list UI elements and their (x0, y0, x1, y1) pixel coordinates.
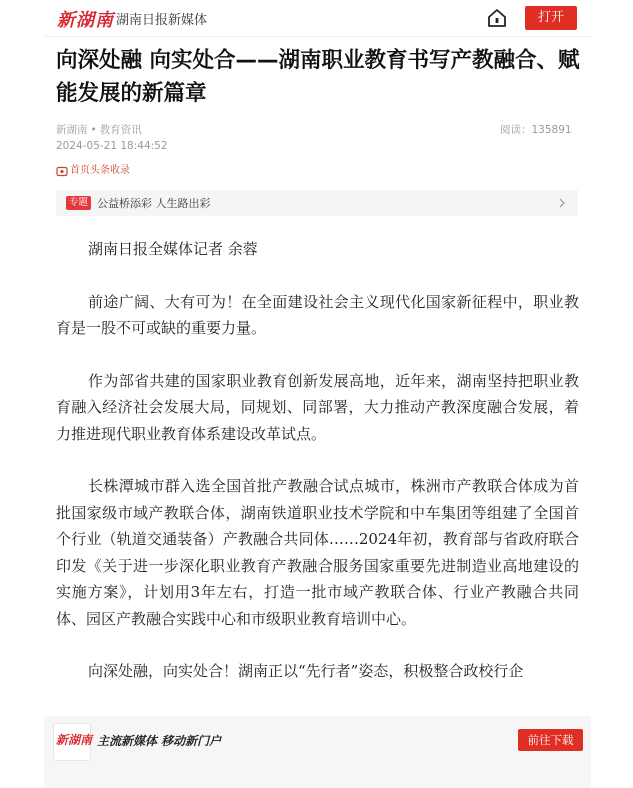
download-banner (44, 716, 591, 788)
download-button[interactable]: 前往下载 (518, 729, 583, 751)
article-paragraph: 作为部省共建的国家职业教育创新发展高地，近年来，湖南坚持把职业教育融入经济社会发展大局，同规划、同部署，大力推动产教深度融合发展，着力推进现代职业教育体系建设改革试点。 (56, 371, 579, 443)
article-datetime: 2024-05-21 18:44:52 (56, 140, 168, 152)
home-icon[interactable] (486, 7, 508, 29)
topic-title: 公益桥添彩 人生路出彩 (97, 197, 211, 210)
top-bar (44, 0, 591, 37)
article-meta: 新湖南 • 教育资讯 2024-05-21 18:44:52 (56, 124, 168, 152)
read-count: 阅读：135891 (500, 124, 572, 136)
topic-banner[interactable] (56, 190, 578, 216)
article-paragraph: 湖南日报全媒体记者 余蓉 (88, 240, 258, 258)
article-channel[interactable]: 教育资讯 (99, 124, 142, 136)
collect-icon (56, 166, 68, 177)
article-paragraph: 向深处融，向实处合！湖南正以“先行者”姿态，积极整合政校行企 (88, 662, 524, 680)
collected-badge (56, 164, 130, 178)
open-app-button[interactable]: 打开 (525, 6, 577, 30)
footer-logo: 新湖南 (56, 733, 93, 747)
brand-logo[interactable]: 新湖南 (57, 10, 114, 31)
article-paragraph: 前途广阔、大有可为！在全面建设社会主义现代化国家新征程中，职业教育是一股不可或缺的重要力量。 (56, 292, 579, 337)
article-page (44, 0, 591, 788)
footer-slogan: 主流新媒体 移动新门户 (97, 734, 222, 748)
article-source[interactable]: 新湖南 (56, 124, 88, 136)
article-paragraph: 长株潭城市群入选全国首批产教融合试点城市，株洲市产教联合体成为首批国家级市域产教联合体，湖南铁道职业技术学院和中车集团等组建了全国首个行业（轨道交通装备）产教融合共同体……2024年初，教育部与省政府联合印发《关于进一步深化职业教育产教融合服务国家重要先进制造业高地建设的实施方案》，计划用3年左右，打造一批市域产教联合体、行业产教融合共同体、园区产教融合实践中心和市级职业教育培训中心。 (56, 477, 579, 628)
article-body (56, 236, 579, 711)
brand-name: 湖南日报新媒体 (116, 13, 208, 28)
chevron-right-icon (556, 197, 568, 209)
article-title: 向深处融 向实处合——湖南职业教育书写产教融合、赋能发展的新篇章 (56, 48, 580, 106)
collected-label: 首页头条收录 (70, 165, 130, 176)
topic-tag: 专题 (66, 196, 91, 210)
